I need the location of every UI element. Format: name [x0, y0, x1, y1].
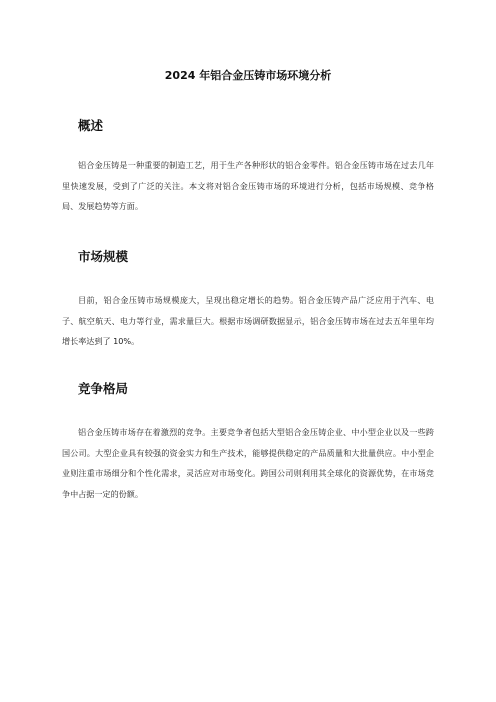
section-heading-competition: 竞争格局 [78, 381, 129, 396]
section-body-competition: 铝合金压铸市场存在着激烈的竞争。主要竞争者包括大型铝合金压铸企业、中小型企业以及一些跨国公司。大型企业具有较强的资金实力和生产技术，能够提供稳定的产品质量和大批量供应。中小型企业则注重市场细分和个性化需求，灵活应对市场变化。跨国公司则利用其全球化的资源优势，在市场竞争中占据一定的份额。 [62, 427, 434, 499]
section-body-market-size: 目前，铝合金压铸市场规模庞大，呈现出稳定增长的趋势。铝合金压铸产品广泛应用于汽车、电子、航空航天、电力等行业，需求量巨大。根据市场调研数据显示，铝合金压铸市场在过去五年里年均增长率达到了 10%。 [62, 295, 434, 346]
section-heading-market-size: 市场规模 [78, 249, 129, 264]
section-body-overview: 铝合金压铸是一种重要的制造工艺，用于生产各种形状的铝合金零件。铝合金压铸市场在过去几年里快速发展，受到了广泛的关注。本文将对铝合金压铸市场的环境进行分析，包括市场规模、竞争格局、发展趋势等方面。 [62, 160, 434, 211]
document-title: 2024 年铝合金压铸市场环境分析 [164, 69, 332, 82]
section-heading-overview: 概述 [78, 118, 104, 133]
